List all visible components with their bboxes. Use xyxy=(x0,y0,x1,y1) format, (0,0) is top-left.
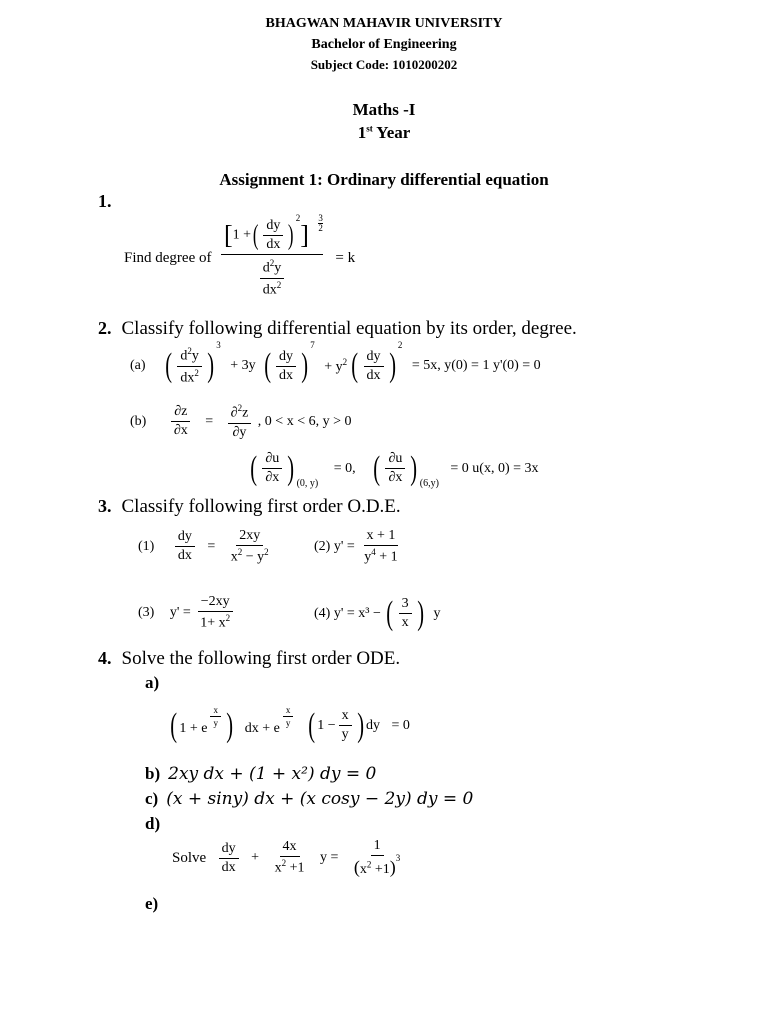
q1-y: y xyxy=(274,260,282,276)
q1-d-sup: 2 xyxy=(269,258,275,268)
q1-outer-exponent xyxy=(318,214,323,233)
q1-number: 1. xyxy=(98,191,112,211)
degree-name: Bachelor of Engineering xyxy=(311,37,457,52)
q4c-equation: (x + siny) dx + (x cosy − 2y) dy = 0 xyxy=(166,789,474,809)
q4a-label: a) xyxy=(145,673,160,692)
q2-heading xyxy=(98,318,577,340)
year-number: 1 xyxy=(357,123,367,142)
q1-d: d xyxy=(262,260,270,276)
q2-number: 2. xyxy=(98,318,112,338)
q4a-equation: ( 1 + e $^{\frac{x}{y}}$ ) dx + e $^{\frac{x}{y}}$ ( 1 − $\frac{x}{y}$ ) dy = 0 xyxy=(170,705,410,744)
q4e-label: e) xyxy=(145,894,159,913)
q2a-rhs: = 5x, y(0) = 1 y'(0) = 0 xyxy=(411,358,541,374)
bc2-rhs: = 0 u(x, 0) = 3x xyxy=(450,460,539,476)
q4-number: 4. xyxy=(98,648,112,668)
q2b-equation: (b) $\frac{\partial z}{\partial x}$ = $\frac{\partial^2z}{\partial y}$ , 0 < x < 6, y > 0 xyxy=(130,403,352,440)
q2b-boundary-conditions: ( $\frac{\partial u}{\partial x}$ ) $_{(0, y)}$ = 0, ( $\frac{\partial u}{\partial x}$ ) $_{(6,y)}$ = 0 u(x, 0) = 3x xyxy=(250,449,539,489)
university-name: BHAGWAN MAHAVIR UNIVERSITY xyxy=(265,16,503,31)
q4c-label: c) xyxy=(145,789,159,808)
year-word: Year xyxy=(372,123,411,142)
q1-dx2: dx xyxy=(262,282,277,298)
q3-text: Classify following first order O.D.E. xyxy=(121,496,401,517)
q2a-label: (a) xyxy=(130,358,146,374)
bc1-subscript: (0, y) xyxy=(296,477,319,489)
q1-denominator xyxy=(254,255,291,298)
assignment-title: Assignment 1: Ordinary differential equation xyxy=(219,170,549,189)
year-label xyxy=(0,123,768,143)
year-suffix: st xyxy=(366,123,373,134)
subject-code: Subject Code: 1010200202 xyxy=(310,57,458,72)
course-title: Maths -I xyxy=(352,100,416,119)
q3-eq1: (1) $\frac{dy}{dx}$ = $\frac{2xy}{x^2 - y^2}$ xyxy=(138,528,269,565)
q4a-rhs: = 0 xyxy=(391,717,410,733)
q4d-lead: Solve xyxy=(172,849,207,866)
q3-heading xyxy=(98,496,401,518)
q1-exp-num: 3 xyxy=(318,213,323,223)
q1-numerator: [1 +( $\frac{dy}{dx}$ )$^2$] $\frac{3}{2}$ xyxy=(221,218,323,255)
q3-eq4: (4) y' = x³ − ( $\frac{3}{x}$ ) y xyxy=(314,594,441,632)
q2a-equation: (a) ( $\frac{d^2y}{dx^2}$ )$^3$ + 3y ( $\frac{dy}{dx}$ )$^7 + y^2$ ( $\frac{dy}{dx}$ )$^2$ = 5x, y(0) = 1 y'(0) = 0 xyxy=(130,339,541,386)
q1-dy: dy xyxy=(263,218,283,236)
q2-text: Classify following differential equation by its order, degree. xyxy=(121,318,577,339)
bc2-subscript: (6,y) xyxy=(419,477,439,489)
q3-eq1-label: (1) xyxy=(138,538,155,554)
q1-dx: dx xyxy=(266,237,281,252)
q1-one-plus: 1 + xyxy=(232,227,252,243)
q3-number: 3. xyxy=(98,496,112,516)
q1-dx2-sup: 2 xyxy=(276,279,282,290)
q1-rhs: = k xyxy=(335,249,356,266)
q1-fraction xyxy=(221,213,323,298)
q1-expression xyxy=(124,213,356,298)
q1-lead: Find degree of xyxy=(124,249,212,266)
q4b-label: b) xyxy=(145,764,161,783)
q4-text: Solve the following first order ODE. xyxy=(121,648,401,669)
bc1-rhs: = 0, xyxy=(333,460,356,476)
q3-eq2-label: (2) y' = xyxy=(314,538,355,554)
q4d-equation: Solve $\frac{dy}{dx}$ + $\frac{4x}{x^2 +1}$ y = $\frac{1}{(x^2 +1)^3}$ xyxy=(172,838,401,877)
q4c-line xyxy=(145,789,473,809)
q3-eq2: (2) y' = $\frac{x + 1}{y^4 + 1}$ xyxy=(314,528,398,565)
q3-eq3: (3) y' = $\frac{-2xy}{1+ x^2}$ xyxy=(138,594,236,632)
q3-eq4-label: (4) y' = x³ − xyxy=(314,605,381,621)
q4b-equation: 2xy dx + (1 + x²) dy = 0 xyxy=(168,764,377,784)
q1-square: 2 xyxy=(295,213,301,224)
q4d-label: d) xyxy=(145,814,161,833)
q4-heading xyxy=(98,648,400,670)
q2b-domain: , 0 < x < 6, y > 0 xyxy=(257,413,352,429)
q4b-line xyxy=(145,764,376,784)
q3-eq3-label: (3) xyxy=(138,604,155,620)
q1-exp-den: 2 xyxy=(318,223,323,233)
q2b-label: (b) xyxy=(130,413,147,429)
